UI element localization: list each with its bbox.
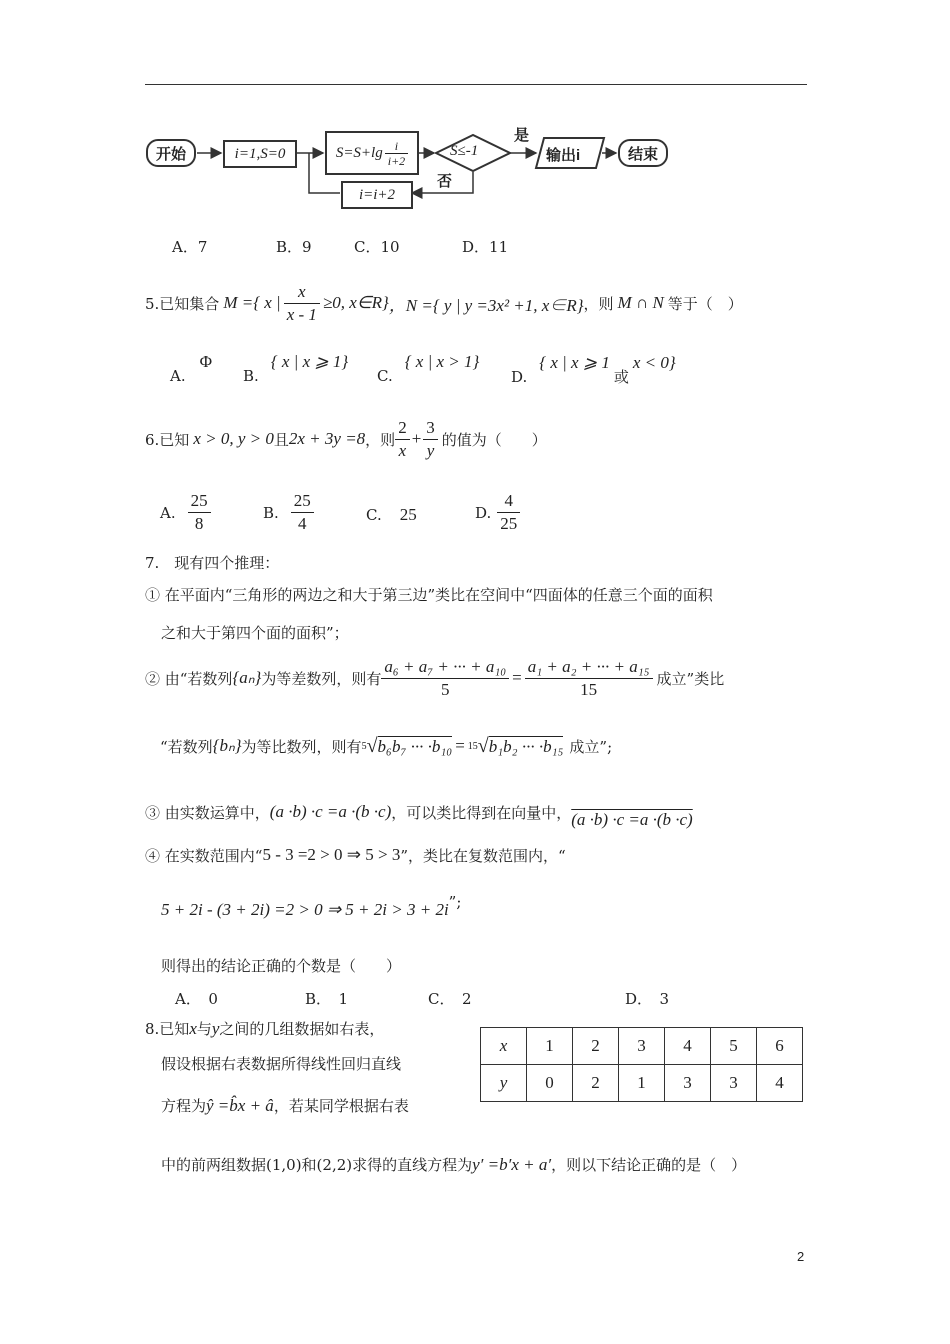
update-fraction: $\frac{i}{i+2}$ [385,139,408,168]
table-cell: 3 [711,1065,757,1102]
table-cell: 6 [757,1028,803,1065]
q6-stem: 6.已知 x > 0, y > 0 且 2x + 3y =8 ，则 $\frac{2}{x}$ + $\frac{3}{y}$ 的值为（ ） [145,417,547,460]
table-cell: 2 [573,1028,619,1065]
q5-fraction: $\frac{x}{x - 1}$ [284,281,320,326]
q7-item3: ③ 由实数运算中， (a ·b) ·c =a ·(b ·c) ，可以类比得到在向量中， (a ·b) ·c =a ·(b ·c) [145,802,693,829]
q7-option-a: A． 0 [175,990,218,1008]
q7-conclusion: 则得出的结论正确的个数是（ ） [161,957,402,975]
q5-stem: 5.已知集合 M ={ x | $\frac{x}{x - 1}$ ≥0, x∈R} ，N ={ y | y =3x² +1, x∈R} ，则 M ∩ N 等于（ ） [145,281,743,324]
table-cell: 1 [527,1028,573,1065]
q6-option-b: B. $\frac{25}{4}$ [263,490,314,535]
table-cell: 1 [619,1065,665,1102]
table-cell: 0 [527,1065,573,1102]
table-cell: 2 [573,1065,619,1102]
q7-item4-complex: 5 + 2i - (3 + 2i) =2 > 0 ⇒ 5 + 2i > 3 + 2i ”; [161,893,462,919]
table-cell: 4 [665,1028,711,1065]
table-cell: 5 [711,1028,757,1065]
q6-option-c: C. 25 [366,505,417,524]
q5-option-b: B.{ x | x ⩾ 1} [243,352,349,385]
q4-option-d: D．11 [462,238,509,256]
table-cell: 4 [757,1065,803,1102]
flowchart-update: S=S+lg $\frac{i}{i+2}$ [325,131,419,175]
table-cell: 3 [619,1028,665,1065]
flowchart-connectors [0,0,950,240]
flowchart-increment: i=i+2 [341,181,413,209]
flowchart-yes-label: 是 [514,127,530,144]
page-number: 2 [797,1249,805,1264]
flowchart-start: 开始 [146,139,196,167]
q7-item4: ④ 在实数范围内“ 5 - 3 =2 > 0 ⇒ 5 > 3 ”，类比在复数范围内，“ [145,845,566,865]
q7-title: 7. 现有四个推理： [145,554,280,572]
flowchart-condition: S≤-1 [450,143,479,159]
q8-line2: 假设根据右表数据所得线性回归直线 [161,1055,402,1073]
q6-option-d: D. $\frac{4}{25}$ [475,490,520,535]
table-row-y [481,1065,803,1102]
q6-option-a: A. $\frac{25}{8}$ [160,490,211,535]
table-cell: 3 [665,1065,711,1102]
q7-arith-frac-left: $\frac{\text{a₆ + a₇ + ··· + a₁₀}}{5}$ [381,656,509,701]
q7-option-c: C． 2 [428,990,472,1008]
q5-option-d: D.{ x | x ⩾ 1或x < 0} [511,353,676,386]
table-row-x [481,1028,803,1065]
q7-item2: ② 由“若数列 {aₙ} 为等差数列，则有 $\frac{\text{a₆ + a₇ + ··· + a₁₀}}{5}$ = $\frac{\text{a₁ + a₂ + ··· + a₁₅}}{15}$ 成立”类比 [145,656,725,699]
table-cell: y [481,1065,527,1102]
table-cell: x [481,1028,527,1065]
q7-item1-line1: ① 在平面内“三角形的两边之和大于第三边”类比在空间中“四面体的任意三个面的面积 [145,586,713,604]
q4-option-c: C．10 [354,238,400,256]
q4-option-a: A．7 [172,238,208,256]
q7-option-d: D． 3 [625,990,670,1008]
q8-line3: 方程为ŷ =b̂x + â，若某同学根据右表 [161,1096,409,1115]
q7-arith-frac-right: $\frac{\text{a₁ + a₂ + ··· + a₁₅}}{15}$ [525,656,653,701]
q7-item1-line2: 之和大于第四个面的面积”； [161,624,349,642]
flowchart-init: i=1,S=0 [223,140,297,168]
q6-fraction-3y: $\frac{3}{y}$ [423,417,438,462]
q7-item2-analogy: “若数列 {bₙ} 为等比数列，则有 5 √ b₆b₇ ··· ·b₁₀ = 15 √ b₁b₂ ··· ·b₁₅ 成立”; [160,734,613,757]
q4-option-b: B．9 [276,238,312,256]
flowchart-no-label: 否 [437,173,453,190]
q8-data-table [480,1027,803,1102]
flowchart-output: 输出i [546,147,581,164]
q8-line4: 中的前两组数据(1,0)和(2,2)求得的直线方程为y′ =b′x + a′，则以下结论正确的是（ ） [161,1155,747,1174]
q6-fraction-2x: $\frac{2}{x}$ [395,417,410,462]
q7-option-b: B． 1 [305,990,349,1008]
q8-line1: 8.已知x与y之间的几组数据如右表， [145,1019,385,1038]
q5-option-c: C.{ x | x > 1} [377,352,480,385]
q5-option-a: A.Φ [170,352,213,385]
flowchart-end: 结束 [618,139,668,167]
